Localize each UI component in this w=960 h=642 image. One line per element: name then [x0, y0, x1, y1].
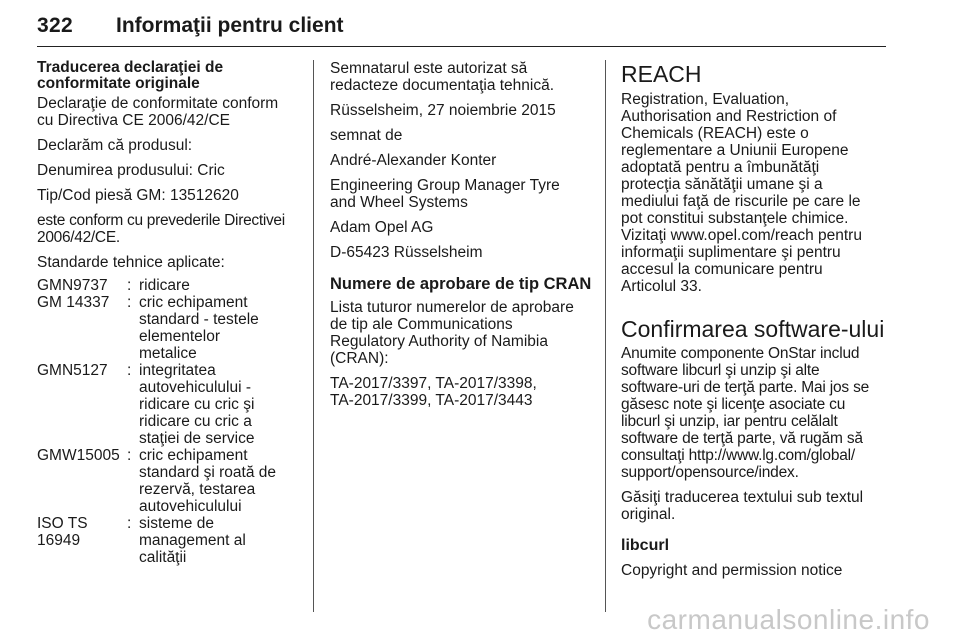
- standard-desc: sisteme de management al calităţii: [139, 515, 246, 566]
- paragraph: TA-2017/3397, TA-2017/3398, TA-2017/3399, TA-2017/3443: [330, 375, 537, 409]
- paragraph: Semnatarul este autorizat să redacteze documentaţia tehnică.: [330, 60, 555, 94]
- column-divider: [605, 60, 606, 612]
- standard-code: GMW15005: [37, 447, 120, 464]
- declaration-heading: Traducerea declaraţiei de conformitate originale: [37, 59, 224, 92]
- standard-code: GMN5127: [37, 362, 108, 379]
- reach-heading: REACH: [621, 61, 702, 87]
- standard-desc: cric echipament standard - testele elementelor metalice: [139, 294, 259, 362]
- column-2: [330, 60, 595, 417]
- paragraph: Declarăm că produsul:: [37, 137, 193, 154]
- paragraph: Găsiţi traducerea textului sub textul original.: [621, 489, 864, 523]
- standard-desc: cric echipament standard şi roată de rezervă, testarea autovehiculului: [139, 447, 277, 515]
- paragraph: Adam Opel AG: [330, 219, 434, 236]
- standard-separator: :: [127, 447, 132, 464]
- paragraph: Rüsselsheim, 27 noiembrie 2015: [330, 102, 556, 119]
- paragraph: Declaraţie de conformitate conform cu Directiva CE 2006/42/CE: [37, 95, 279, 129]
- column-3: [621, 60, 891, 587]
- standard-separator: :: [127, 515, 132, 532]
- software-heading: Confirmarea software-ului: [621, 316, 885, 342]
- libcurl-heading: libcurl: [621, 537, 670, 554]
- paragraph: André-Alexander Konter: [330, 152, 497, 169]
- reach-paragraph: Registration, Evaluation, Authorisation and Restriction of Chemicals (REACH) este o reglementare a Uniunii Europene adoptată pentru a îmbunătăţi protecţia sănătăţii umane şi a mediului faţă de riscurile pe care le pot constitui substanţele chimice. Vizitaţi www.opel.com/reach pentru informaţii suplimentare şi pentru accesul la comunicare pentru Articolul 33.: [621, 91, 862, 295]
- page-number: 322: [37, 14, 73, 37]
- paragraph: Tip/Cod piesă GM: 13512620: [37, 187, 239, 204]
- paragraph: este conform cu prevederile Directivei 2006/42/CE.: [37, 212, 285, 246]
- column-divider: [313, 60, 314, 612]
- standard-code: GMN9737: [37, 277, 108, 294]
- column-1: [37, 60, 302, 566]
- standard-row: [37, 515, 302, 566]
- paragraph: Lista tuturor numerelor de aprobare de tip ale Communications Regulatory Authority of Namibia (CRAN):: [330, 299, 574, 367]
- standard-desc: integritatea autovehiculului - ridicare cu cric şi ridicare cu cric a staţiei de service: [139, 362, 255, 447]
- software-paragraph: Anumite componente OnStar includ software libcurl şi unzip şi alte software-uri de terţă parte. Mai jos se găsesc note şi licenţe asociate cu libcurl şi unzip, iar pentru celălalt software de terţă parte, vă rugăm să consultaţi http://www.lg.com/global/ support/opensource/index.: [621, 345, 870, 481]
- page-header: [37, 6, 886, 47]
- paragraph: Copyright and permission notice: [621, 562, 843, 579]
- page-title: Informaţii pentru client: [116, 14, 344, 37]
- standard-desc: ridicare: [139, 277, 190, 294]
- standard-code: GM 14337: [37, 294, 110, 311]
- paragraph: Standarde tehnice aplicate:: [37, 254, 225, 271]
- paragraph: D-65423 Rüsselsheim: [330, 244, 483, 261]
- paragraph: Engineering Group Manager Tyre and Wheel Systems: [330, 177, 560, 211]
- standard-row: [37, 294, 302, 362]
- standards-list: [37, 277, 302, 566]
- standard-separator: :: [127, 277, 132, 294]
- standard-row: [37, 277, 302, 294]
- paragraph: Denumirea produsului: Cric: [37, 162, 225, 179]
- standard-separator: :: [127, 362, 132, 379]
- paragraph: semnat de: [330, 127, 403, 144]
- cran-heading: Numere de aprobare de tip CRAN: [330, 275, 592, 293]
- standard-separator: :: [127, 294, 132, 311]
- standard-row: [37, 447, 302, 515]
- standard-row: [37, 362, 302, 447]
- watermark: carmanualsonline.info: [647, 604, 930, 635]
- standard-code: ISO TS 16949: [37, 515, 88, 549]
